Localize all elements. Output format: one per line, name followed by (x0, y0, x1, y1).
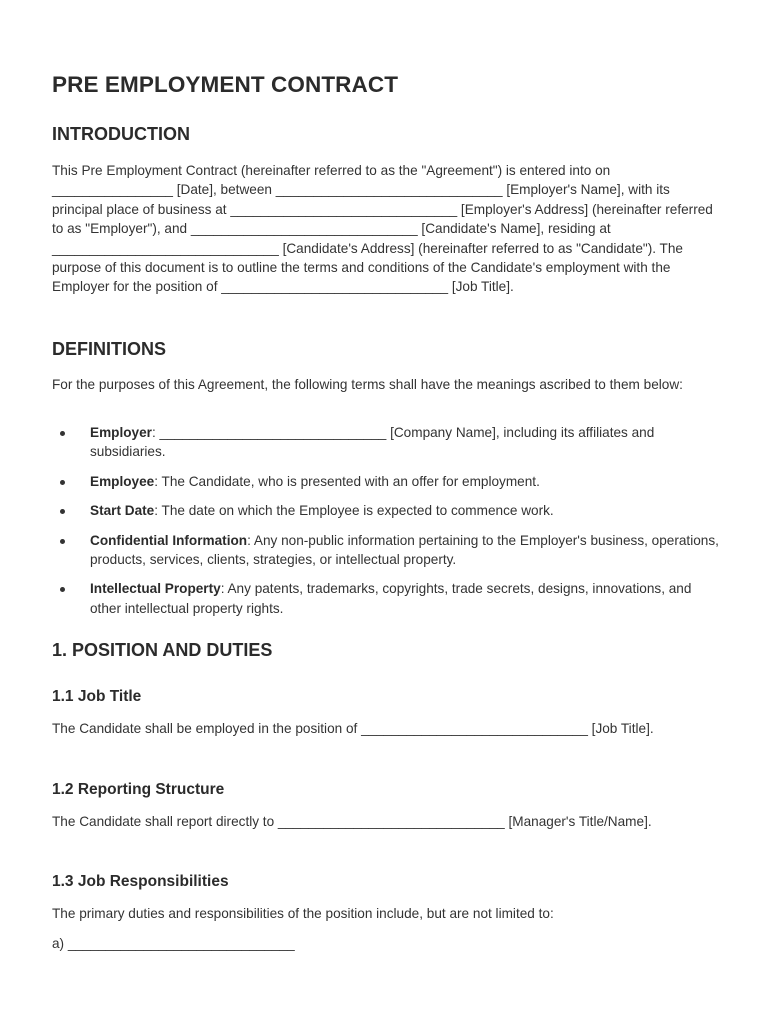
bullet-icon (60, 480, 65, 485)
definition-item-employer (52, 423, 720, 462)
position-heading: 1. POSITION AND DUTIES (52, 640, 273, 660)
definition-item-confidential-information (52, 531, 720, 570)
job-title-heading: 1.1 Job Title (52, 688, 142, 705)
definitions-heading: DEFINITIONS (52, 339, 167, 359)
bullet-icon (60, 431, 65, 436)
reporting-heading: 1.2 Reporting Structure (52, 781, 225, 798)
definitions-list (52, 423, 720, 628)
job-title-text: The Candidate shall be employed in the position of ______________________________ [Job Title]. (52, 721, 654, 736)
definition-text: : ______________________________ [Company Name], including its affiliates and subsidiaries. (90, 425, 655, 460)
definition-term: Employee (90, 473, 155, 489)
definition-term: Employer (90, 425, 152, 440)
definition-text: : The date on which the Employee is expected to commence work. (154, 503, 554, 519)
definition-item-start-date (52, 501, 720, 520)
bullet-icon (60, 587, 65, 592)
definition-item-intellectual-property (52, 579, 720, 618)
responsibilities-text: The primary duties and responsibilities of the position include, but are not limited to: (52, 906, 554, 921)
bullet-icon (60, 539, 65, 544)
definition-text: : Any non-public information pertaining to the Employer's business, operations, products, services, clients, strategies, or intellectual property. (90, 532, 719, 568)
definition-item-employee (52, 472, 720, 491)
document-title: PRE EMPLOYMENT CONTRACT (52, 72, 399, 97)
introduction-text: This Pre Employment Contract (hereinafter referred to as the "Agreement") is entered into on ________________ [Date], between ______________________________ [Employer's Name], with its principal place of business at ______________________________ [Employer's Address] (hereinafter referred to as "Employer"), and ______________________________ [Candidate's Name], residing at ______________________________ [Candidate's Address] (hereinafter referred to as "Candidate"). The purpose of this document is to outline the terms and conditions of the Candidate's employment with the Employer for the position of ______________________________ [Job Title]. (52, 163, 713, 295)
definitions-intro: For the purposes of this Agreement, the following terms shall have the meanings ascribed to them below: (52, 377, 683, 392)
definition-term: Confidential Information (90, 532, 248, 548)
responsibilities-heading: 1.3 Job Responsibilities (52, 873, 229, 890)
introduction-heading: INTRODUCTION (52, 124, 190, 144)
responsibility-item-a: a) ______________________________ (52, 936, 295, 951)
reporting-text: The Candidate shall report directly to ______________________________ [Manager's Title/Name]. (52, 814, 652, 829)
definition-text: : The Candidate, who is presented with an offer for employment. (154, 473, 540, 489)
definition-term: Intellectual Property (90, 581, 221, 597)
bullet-icon (60, 509, 65, 514)
definition-term: Start Date (90, 503, 155, 519)
definition-text: : Any patents, trademarks, copyrights, trade secrets, designs, innovations, and other intellectual property rights. (90, 581, 692, 616)
